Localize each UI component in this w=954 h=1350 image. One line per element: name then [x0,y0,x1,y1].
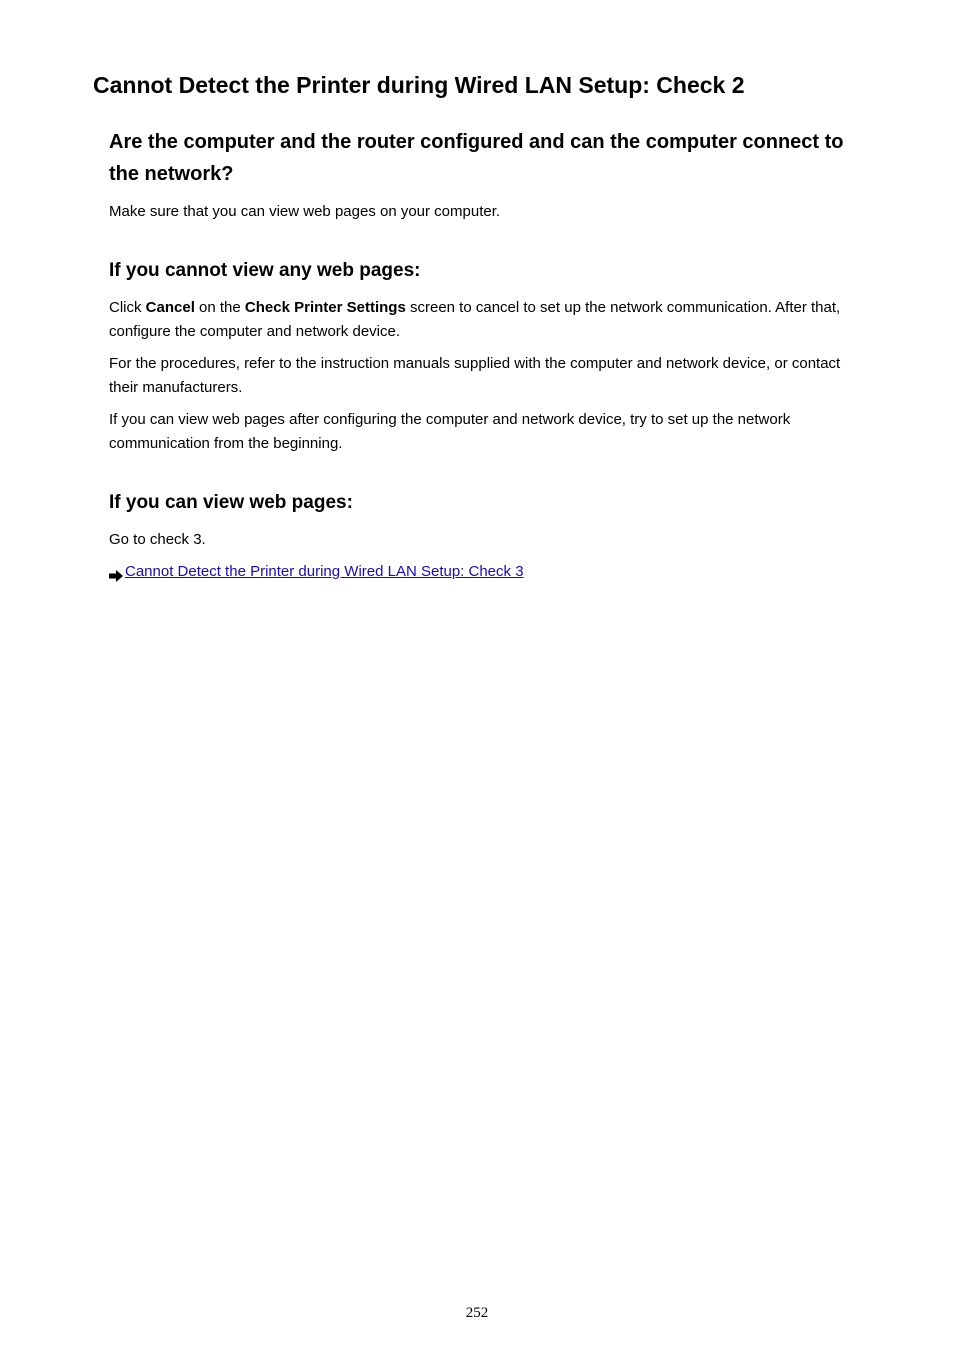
procedures-paragraph: For the procedures, refer to the instruction manuals supplied with the computer and network device, or contact their manufacturers. [109,355,841,396]
text-segment: on the [194,299,245,316]
related-link-row [109,560,869,584]
text-segment: Click [109,299,146,316]
check-printer-settings-term: Check Printer Settings [244,299,406,316]
arrow-right-icon [109,566,124,578]
cancel-term: Cancel [145,299,195,316]
text-segment: screen to cancel to set up the network communication. After that, configure the computer and network device. [109,299,841,340]
go-to-check-paragraph: Go to check 3. [109,531,206,548]
intro-paragraph: Make sure that you can view web pages on your computer. [109,203,501,220]
main-content [109,126,869,584]
page-number: 252 [465,1305,489,1321]
cancel-instructions-paragraph [109,296,869,344]
check-3-link[interactable]: Cannot Detect the Printer during Wired LAN Setup: Check 3 [125,563,524,580]
heading-cannot-view: If you cannot view any web pages: [109,260,421,281]
question-heading: Are the computer and the router configured and can the computer connect to the network? [109,131,844,185]
heading-can-view: If you can view web pages: [109,492,353,513]
retry-paragraph: If you can view web pages after configuring the computer and network device, try to set up the network communication from the beginning. [109,411,791,452]
page-title: Cannot Detect the Printer during Wired LAN Setup: Check 2 [93,72,745,98]
